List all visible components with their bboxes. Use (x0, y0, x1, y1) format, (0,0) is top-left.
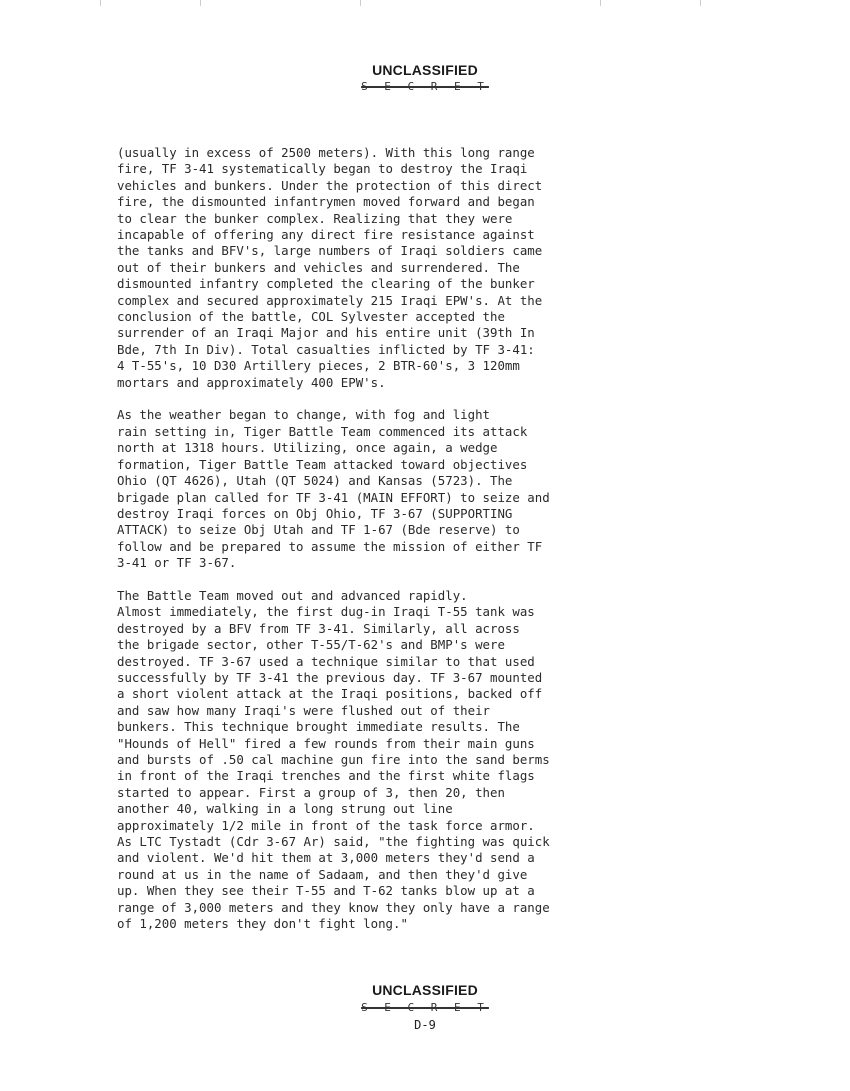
scan-mark (360, 0, 361, 6)
header-secret-marking: S E C R E T (361, 80, 489, 93)
footer-classification: UNCLASSIFIED (372, 982, 478, 998)
page-number: D-9 (414, 1018, 436, 1032)
paragraph-1: (usually in excess of 2500 meters). With this long range fire, TF 3-41 systematically began to destroy the Iraqi vehicles and bunkers. Under the protection of this direct fire, the dismounted infantrymen moved forward and began to clear the bunker complex. Realizing that they were incapable of offering any direct fire resistance against the tanks and BFV's, large numbers of Iraqi soldiers came out of their bunkers and vehicles and surrendered. The dismounted infantry completed the clearing of the bunker complex and secured approximately 215 Iraqi EPW's. At the conclusion of the battle, COL Sylvester accepted the surrender of an Iraqi Major and his entire unit (39th In Bde, 7th In Div). Total casualties inflicted by TF 3-41: 4 T-55's, 10 D30 Artillery pieces, 2 BTR-60's, 3 120mm mortars and approximately 400 EPW's. (117, 145, 543, 390)
paragraph-2: As the weather began to change, with fog and light rain setting in, Tiger Battle Team commenced its attack north at 1318 hours. Utilizing, once again, a wedge formation, Tiger Battle Team attacked toward objectives Ohio (QT 4626), Utah (QT 5024) and Kansas (5723). The brigade plan called for TF 3-41 (MAIN EFFORT) to seize and destroy Iraqi forces on Obj Ohio, TF 3-67 (SUPPORTING ATTACK) to seize Obj Utah and TF 1-67 (Bde reserve) to follow and be prepared to assume the mission of either TF 3-41 or TF 3-67. (117, 407, 550, 571)
header-classification: UNCLASSIFIED (372, 62, 478, 78)
scan-mark (600, 0, 601, 6)
footer-secret-marking: S E C R E T (361, 1001, 489, 1014)
scan-mark (700, 0, 701, 6)
paragraph-3: The Battle Team moved out and advanced rapidly. Almost immediately, the first dug-in Iraqi T-55 tank was destroyed by a BFV from TF 3-41. Similarly, all across the brigade sector, other T-55/T-62's and BMP's were destroyed. TF 3-67 used a technique similar to that used successfully by TF 3-41 the previous day. TF 3-67 mounted a short violent attack at the Iraqi positions, backed off and saw how many Iraqi's were flushed out of their bunkers. This technique brought immediate results. The "Hounds of Hell" fired a few rounds from their main guns and bursts of .50 cal machine gun fire into the sand berms in front of the Iraqi trenches and the first white flags started to appear. First a group of 3, then 20, then another 40, walking in a long strung out line approximately 1/2 mile in front of the task force armor. As LTC Tystadt (Cdr 3-67 Ar) said, "the fighting was quick and violent. We'd hit them at 3,000 meters they'd send a round at us in the name of Sadaam, and then they'd give up. When they see their T-55 and T-62 tanks blow up at a range of 3,000 meters and they know they only have a range of 1,200 meters they don't fight long." (117, 587, 550, 932)
scan-mark (100, 0, 101, 6)
body-text (117, 145, 717, 949)
scan-mark (200, 0, 201, 6)
